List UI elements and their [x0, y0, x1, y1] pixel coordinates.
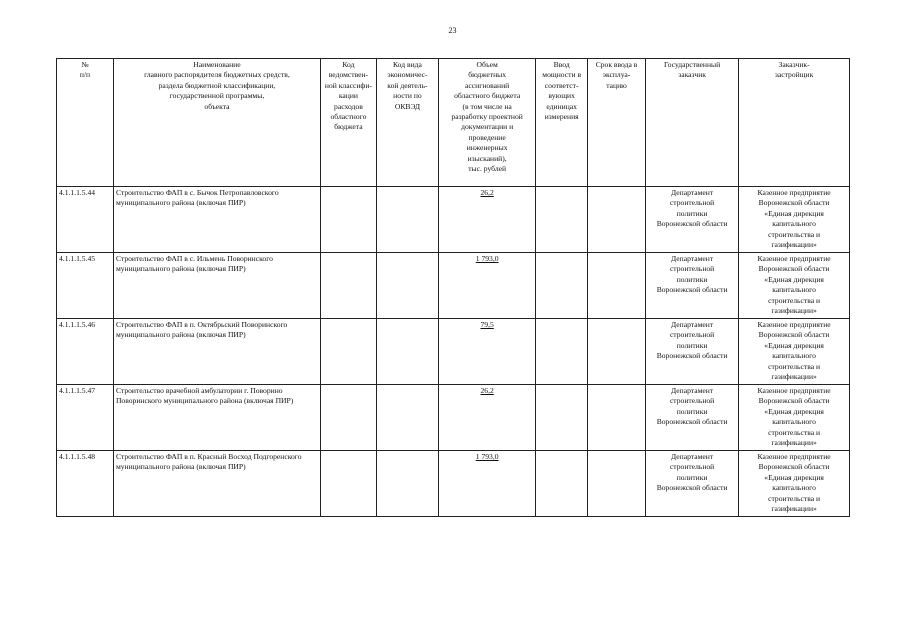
- cell-term: [588, 253, 646, 319]
- cell-customer: Департамент строительной политики Воронежской области: [646, 319, 739, 385]
- cell-name: Строительство ФАП в п. Октябрьский Поворинского муниципального района (включая ПИР): [113, 319, 320, 385]
- cell-num: 4.1.1.1.5.47: [57, 385, 114, 451]
- header-term: Срок ввода в эксплуа- тацию: [588, 59, 646, 187]
- header-volume: Объем бюджетных ассигнований областного бюджета (в том числе на разработку проектной документации и проведение инженерных изысканий), тыс. рублей: [438, 59, 535, 187]
- volume-value: 1 793,0: [475, 254, 499, 263]
- objects-table: [56, 58, 850, 517]
- table-row: [57, 187, 850, 253]
- table-header-row: [57, 59, 850, 187]
- cell-capacity: [536, 253, 588, 319]
- cell-developer: Казенное предприятие Воронежской области «Единая дирекция капитального строительства и газификации»: [739, 451, 850, 517]
- volume-value: 79,5: [480, 320, 494, 329]
- cell-volume: [438, 253, 535, 319]
- cell-customer: Департамент строительной политики Воронежской области: [646, 451, 739, 517]
- cell-volume: [438, 451, 535, 517]
- cell-name: Строительство ФАП в с. Бычок Петропавловского муниципального района (включая ПИР): [113, 187, 320, 253]
- cell-num: 4.1.1.1.5.46: [57, 319, 114, 385]
- cell-name: Строительство врачебной амбулатории г. Поворино Поворинского муниципального района (включая ПИР): [113, 385, 320, 451]
- header-name: Наименование главного распорядителя бюджетных средств, раздела бюджетной классификации, государственной программы, объекта: [113, 59, 320, 187]
- table-row: [57, 319, 850, 385]
- cell-developer: Казенное предприятие Воронежской области «Единая дирекция капитального строительства и газификации»: [739, 253, 850, 319]
- header-developer: Заказчик- застройщик: [739, 59, 850, 187]
- cell-developer: Казенное предприятие Воронежской области «Единая дирекция капитального строительства и газификации»: [739, 319, 850, 385]
- cell-code-okved: [376, 451, 438, 517]
- cell-name: Строительство ФАП в п. Красный Восход Подгоренского муниципального района (включая ПИР): [113, 451, 320, 517]
- cell-num: 4.1.1.1.5.48: [57, 451, 114, 517]
- cell-volume: [438, 187, 535, 253]
- table-row: [57, 385, 850, 451]
- table-row: [57, 253, 850, 319]
- cell-term: [588, 187, 646, 253]
- cell-customer: Департамент строительной политики Воронежской области: [646, 385, 739, 451]
- cell-customer: Департамент строительной политики Воронежской области: [646, 187, 739, 253]
- cell-code-dept: [320, 187, 376, 253]
- cell-developer: Казенное предприятие Воронежской области «Единая дирекция капитального строительства и газификации»: [739, 187, 850, 253]
- header-capacity: Ввод мощности в соответст- вующих единицах измерения: [536, 59, 588, 187]
- cell-term: [588, 385, 646, 451]
- page-number: 23: [448, 26, 457, 35]
- cell-code-dept: [320, 385, 376, 451]
- volume-value: 26,2: [480, 188, 494, 197]
- header-customer: Государственный заказчик: [646, 59, 739, 187]
- cell-capacity: [536, 187, 588, 253]
- cell-code-dept: [320, 319, 376, 385]
- cell-capacity: [536, 451, 588, 517]
- header-num: № п/п: [57, 59, 114, 187]
- cell-code-okved: [376, 187, 438, 253]
- table-row: [57, 451, 850, 517]
- cell-code-dept: [320, 451, 376, 517]
- cell-code-okved: [376, 253, 438, 319]
- header-code-okved: Код вида экономичес- кой деятель- ности по ОКВЭД: [376, 59, 438, 187]
- cell-num: 4.1.1.1.5.44: [57, 187, 114, 253]
- cell-capacity: [536, 385, 588, 451]
- cell-volume: [438, 385, 535, 451]
- cell-num: 4.1.1.1.5.45: [57, 253, 114, 319]
- cell-customer: Департамент строительной политики Воронежской области: [646, 253, 739, 319]
- cell-name: Строительство ФАП в с. Ильмень Поворинского муниципального района (включая ПИР): [113, 253, 320, 319]
- cell-capacity: [536, 319, 588, 385]
- volume-value: 1 793,0: [475, 452, 499, 461]
- cell-code-okved: [376, 385, 438, 451]
- cell-term: [588, 451, 646, 517]
- cell-code-okved: [376, 319, 438, 385]
- cell-volume: [438, 319, 535, 385]
- cell-code-dept: [320, 253, 376, 319]
- volume-value: 26,2: [480, 386, 494, 395]
- cell-developer: Казенное предприятие Воронежской области «Единая дирекция капитального строительства и газификации»: [739, 385, 850, 451]
- header-code-dept: Код ведомствен- ной классифи- кации расходов областного бюджета: [320, 59, 376, 187]
- cell-term: [588, 319, 646, 385]
